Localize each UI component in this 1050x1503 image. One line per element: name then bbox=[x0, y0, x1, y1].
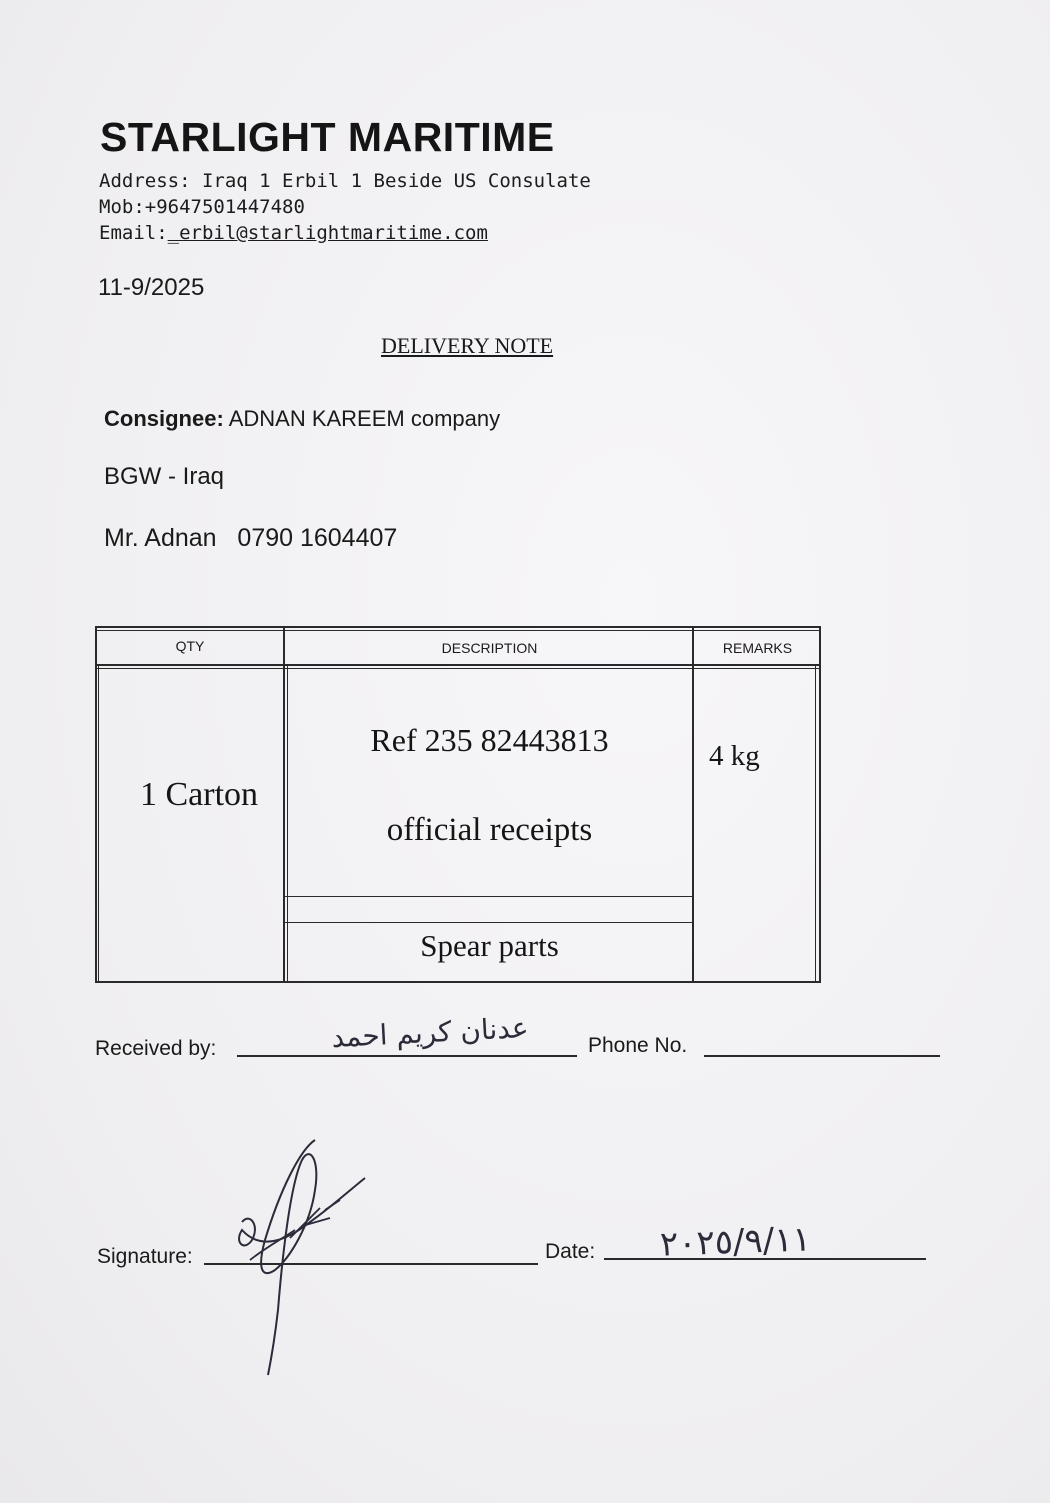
phone-line bbox=[704, 1055, 940, 1057]
date-handwriting: ٢٠٢٥/٩/١١ bbox=[659, 1219, 812, 1265]
consignee-city: BGW - Iraq bbox=[104, 463, 225, 490]
desc-row-divider-2 bbox=[285, 922, 694, 923]
document-title: DELIVERY NOTE bbox=[381, 333, 554, 358]
signature-label: Signature: bbox=[97, 1245, 193, 1268]
company-mobile: Mob:+9647501447480 bbox=[99, 196, 305, 218]
table-top-inner-line bbox=[95, 630, 821, 631]
cell-desc-type: official receipts bbox=[386, 812, 593, 848]
email-label: Email: bbox=[99, 222, 168, 244]
cell-desc-ref: Ref 235 82443813 bbox=[370, 722, 609, 758]
header-divider bbox=[95, 664, 821, 666]
consignee-contact: Mr. Adnan 0790 1604407 bbox=[104, 524, 398, 552]
cell-qty: 1 Carton bbox=[140, 776, 259, 813]
phone-label: Phone No. bbox=[588, 1034, 688, 1057]
company-address: Address: Iraq 1 Erbil 1 Beside US Consulate bbox=[99, 170, 591, 192]
received-by-handwriting: عدنان كريم احمد bbox=[330, 1010, 530, 1055]
cell-remarks: 4 kg bbox=[709, 740, 760, 772]
company-email bbox=[99, 222, 488, 244]
header-description: DESCRIPTION bbox=[441, 640, 538, 656]
company-name: STARLIGHT MARITIME bbox=[100, 114, 555, 160]
consignee-line bbox=[104, 406, 500, 432]
header-divider-2 bbox=[95, 668, 821, 669]
right-inner-line bbox=[815, 666, 816, 983]
document-date: 11-9/2025 bbox=[98, 274, 205, 301]
header-qty: QTY bbox=[175, 638, 205, 654]
handwritten-signature bbox=[230, 1130, 380, 1380]
items-table bbox=[95, 626, 821, 983]
left-inner-line bbox=[98, 666, 99, 983]
header-remarks: REMARKS bbox=[722, 640, 793, 656]
consignee-name: ADNAN KAREEM company bbox=[223, 406, 501, 431]
date-label: Date: bbox=[545, 1240, 596, 1263]
email-link[interactable]: _erbil@starlightmaritime.com bbox=[167, 222, 488, 244]
cell-desc-parts: Spear parts bbox=[420, 928, 559, 963]
desc-row-divider-1 bbox=[285, 896, 694, 897]
consignee-label: Consignee: bbox=[104, 406, 224, 431]
received-by-label: Received by: bbox=[95, 1037, 217, 1060]
